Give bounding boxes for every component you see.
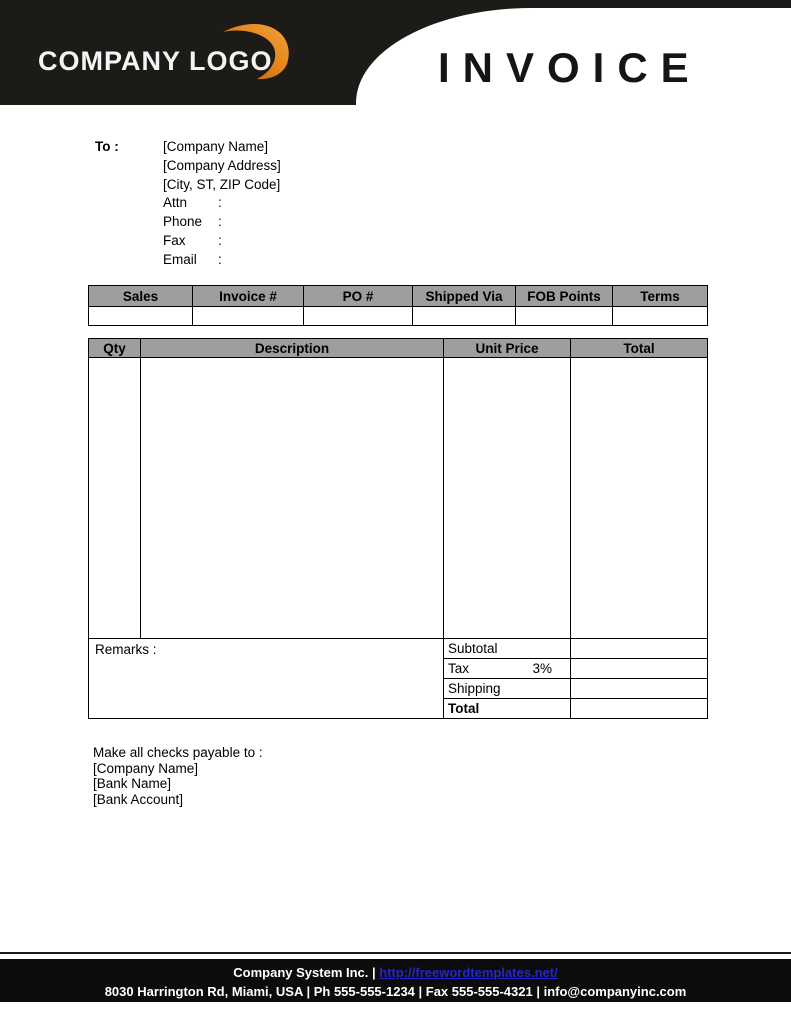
items-total-cell (571, 358, 708, 639)
recipient-company-name: [Company Name] (163, 139, 269, 154)
shipping-label: Shipping (448, 681, 501, 696)
info-value-fob-points (516, 307, 613, 326)
tax-label: Tax (448, 661, 470, 676)
payment-block (93, 745, 263, 807)
checks-payable-heading: Make all checks payable to : (93, 745, 263, 760)
fax-label: Fax (163, 232, 186, 248)
grand-total-value-cell (571, 699, 708, 719)
tax-label-cell (444, 659, 571, 679)
items-header-description: Description (141, 339, 444, 358)
tax-rate: 3% (532, 661, 552, 676)
info-header-sales: Sales (89, 286, 193, 307)
grand-total-label: Total (448, 701, 480, 716)
items-body-row (89, 358, 708, 639)
info-value-shipped-via (413, 307, 516, 326)
tax-value-cell (571, 659, 708, 679)
info-value-terms (613, 307, 708, 326)
to-label: To : (95, 139, 119, 154)
email-colon: : (218, 251, 222, 267)
info-value-sales (89, 307, 193, 326)
items-header-total: Total (571, 339, 708, 358)
info-value-invoice-number (193, 307, 304, 326)
grand-total-label-cell (444, 699, 571, 719)
attn-colon: : (218, 195, 222, 211)
footer-company-name: Company System Inc. (233, 965, 369, 980)
line-items-table (88, 338, 708, 719)
info-header-shipped-via: Shipped Via (413, 286, 516, 307)
attn-label: Attn (163, 195, 188, 211)
payable-bank-name: [Bank Name] (93, 776, 172, 792)
subtotal-row (89, 639, 708, 659)
footer-bar (0, 959, 791, 1002)
items-header-unit-price: Unit Price (444, 339, 571, 358)
payable-bank-account: [Bank Account] (93, 791, 184, 807)
attn-field (163, 194, 281, 213)
phone-label: Phone (163, 214, 203, 230)
logo-swoosh-icon (213, 16, 301, 84)
phone-colon: : (218, 214, 222, 230)
items-unit-price-cell (444, 358, 571, 639)
footer-address-line: 8030 Harrington Rd, Miami, USA | Ph 555-555-1234 | Fax 555-555-4321 | info@companyinc.com (104, 984, 687, 999)
recipient-city-state-zip: [City, ST, ZIP Code] (163, 176, 281, 192)
remarks-cell: Remarks : (89, 639, 444, 719)
footer-url-link[interactable]: http://freewordtemplates.net/ (379, 965, 558, 980)
shipping-value-cell (571, 679, 708, 699)
footer-divider (0, 952, 791, 954)
subtotal-label: Subtotal (448, 641, 498, 656)
footer-company-line (0, 963, 791, 982)
info-value-row (89, 307, 708, 326)
items-qty-cell (89, 358, 141, 639)
shipping-label-cell (444, 679, 571, 699)
recipient-address-lines (163, 138, 281, 194)
company-logo-text: COMPANY LOGO (38, 46, 273, 76)
info-header-invoice-number: Invoice # (193, 286, 304, 307)
recipient-company-address: [Company Address] (163, 157, 281, 173)
info-header-po-number: PO # (304, 286, 413, 307)
info-value-po-number (304, 307, 413, 326)
email-label: Email (163, 251, 197, 267)
payable-company-name: [Company Name] (93, 760, 199, 776)
recipient-block (95, 138, 281, 270)
items-header-row (89, 339, 708, 358)
info-header-fob-points: FOB Points (516, 286, 613, 307)
subtotal-value-cell (571, 639, 708, 659)
items-header-qty: Qty (89, 339, 141, 358)
footer-separator: | (372, 965, 376, 980)
info-header-row (89, 286, 708, 307)
items-description-cell (141, 358, 444, 639)
invoice-info-table (88, 285, 708, 326)
email-field (163, 251, 281, 270)
subtotal-label-cell (444, 639, 571, 659)
info-header-terms: Terms (613, 286, 708, 307)
page-title: INVOICE (438, 44, 702, 91)
phone-field (163, 213, 281, 232)
fax-field (163, 232, 281, 251)
fax-colon: : (218, 232, 222, 248)
